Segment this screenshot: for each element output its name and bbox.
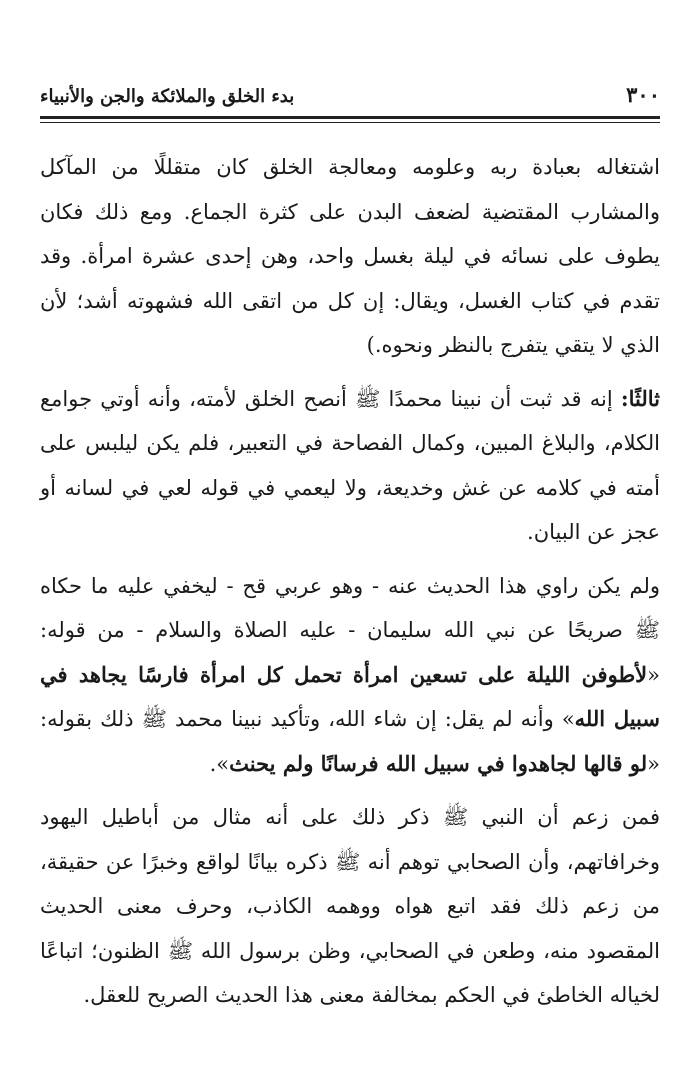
header-rule-thick — [40, 116, 660, 119]
paragraph-4-text: فمن زعم أن النبي ﷺ ذكر ذلك على أنه مثال من أباطيل اليهود وخرافاتهم، وأن الصحابي توهم أنه ﷺ ذكره بيانًا لواقع وخبرًا عن حقيقة، من زعم ذلك فقد اتبع هواه ووهمه الكاذب، وحرف معنى الحديث المقصود منه، وطعن في الصحابي، وظن برسول الله ﷺ الظنون؛ اتباعًا لخياله الخاطئ في الحكم بمخالفة معنى هذا الحديث الصريح للعقل. — [40, 805, 660, 1007]
hadith-quote-1: لأطوفن الليلة على تسعين امرأة تحمل كل امرأة فارسًا يجاهد في سبيل الله — [40, 661, 660, 731]
running-title: بدء الخلق والملائكة والجن والأنبياء — [40, 86, 295, 107]
paragraph-4 — [40, 795, 660, 1018]
paragraph-2-text: إنه قد ثبت أن نبينا محمدًا ﷺ أنصح الخلق لأمته، وأنه أوتي جوامع الكلام، والبلاغ المبين، وكمال الفصاحة في التعبير، فلم يكن ليلبس على أمته في كلامه عن غش وخديعة، ولا ليعمي في قوله لعي في لسانه أو عجز عن البيان. — [40, 386, 660, 544]
page-number: ٣٠٠ — [626, 82, 660, 107]
header-rule — [40, 116, 660, 123]
body-text — [40, 145, 660, 1018]
header-rule-thin — [40, 122, 660, 123]
paragraph-2 — [40, 377, 660, 555]
paragraph-2-lead: ثالثًا: — [620, 385, 660, 411]
paragraph-3-part-1: ولم يكن راوي هذا الحديث عنه - وهو عربي قح - ليخفي عليه ما حكاه ﷺ صريحًا عن نبي الله سليمان - عليه الصلاة والسلام - من قوله: « — [40, 573, 660, 687]
hadith-quote-2: لو قالها لجاهدوا في سبيل الله فرسانًا ولم يحنث — [229, 750, 648, 776]
paragraph-3-part-2: » وأنه لم يقل: إن شاء الله، وتأكيد نبينا محمد ﷺ ذلك بقوله: « — [40, 707, 660, 776]
paragraph-3 — [40, 564, 660, 787]
book-page — [40, 82, 660, 1018]
paragraph-3-part-3: ». — [209, 751, 230, 776]
paragraph-1-text: اشتغاله بعبادة ربه وعلومه ومعالجة الخلق كان متقللًا من المآكل والمشارب المقتضية لضعف البدن على كثرة الجماع. ومع ذلك فكان يطوف على نسائه في ليلة بغسل واحد، وهن إحدى عشرة امرأة. وقد تقدم في كتاب الغسل، ويقال: إن كل من اتقى الله فشهوته أشد؛ لأن الذي لا يتقي يتفرج بالنظر ونحوه.) — [40, 155, 660, 357]
paragraph-1 — [40, 145, 660, 368]
page-header — [40, 82, 660, 108]
